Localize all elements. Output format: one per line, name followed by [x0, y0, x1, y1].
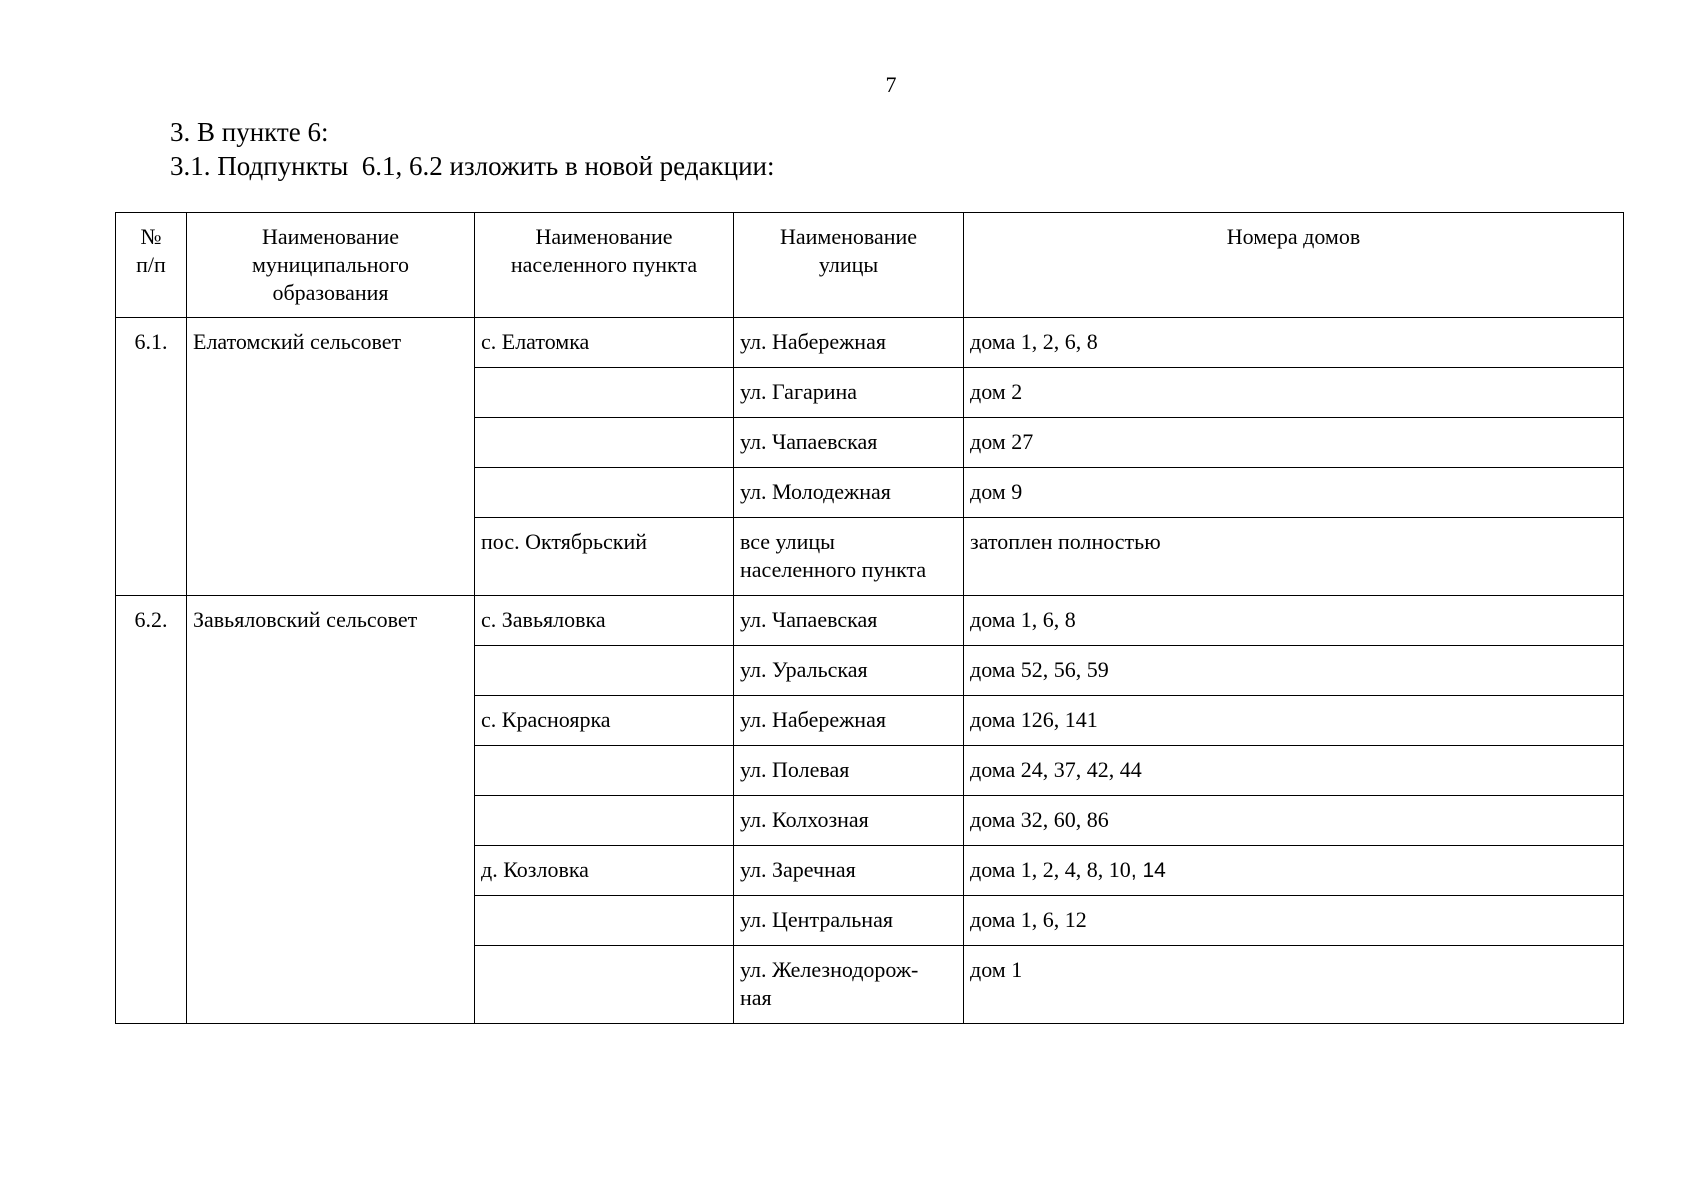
cell-houses	[964, 518, 1624, 596]
page-number: 7	[885, 72, 897, 97]
cell-houses	[964, 946, 1624, 1024]
cell-street: ул. Набережная	[734, 696, 964, 746]
cell-settlement	[475, 368, 734, 418]
cell-houses	[964, 368, 1624, 418]
intro-line-2: 3.1. Подпункты 6.1, 6.2 изложить в новой редакции:	[170, 151, 775, 181]
intro-line-1: 3. В пункте 6:	[170, 117, 329, 147]
cell-num: 6.1.	[116, 318, 187, 596]
cell-street: ул. Центральная	[734, 896, 964, 946]
cell-settlement	[475, 746, 734, 796]
cell-houses	[964, 846, 1624, 896]
cell-houses	[964, 796, 1624, 846]
cell-settlement	[475, 946, 734, 1024]
cell-street: ул. Молодежная	[734, 468, 964, 518]
cell-street: ул. Чапаевская	[734, 596, 964, 646]
cell-settlement	[475, 646, 734, 696]
header-houses: Номера домов	[964, 213, 1624, 318]
houses-text: затоплен полностью	[970, 529, 1161, 554]
houses-text: дома 1, 6, 8	[970, 607, 1076, 632]
houses-text: дома 24, 37, 42, 44	[970, 757, 1142, 782]
cell-street: ул. Железнодорож- ная	[734, 946, 964, 1024]
cell-street: ул. Заречная	[734, 846, 964, 896]
cell-street: ул. Гагарина	[734, 368, 964, 418]
cell-municipality: Завьяловский сельсовет	[187, 596, 475, 1024]
intro-text	[170, 115, 774, 183]
cell-street: все улицы населенного пункта	[734, 518, 964, 596]
houses-text: дом 1	[970, 957, 1023, 982]
cell-street: ул. Полевая	[734, 746, 964, 796]
table-row	[116, 318, 1624, 368]
table-row	[116, 596, 1624, 646]
houses-text: дом 27	[970, 429, 1034, 454]
cell-municipality: Елатомский сельсовет	[187, 318, 475, 596]
header-street: Наименование улицы	[734, 213, 964, 318]
cell-houses	[964, 646, 1624, 696]
cell-settlement	[475, 418, 734, 468]
cell-houses	[964, 468, 1624, 518]
houses-text: дома 1, 2, 4, 8, 10	[970, 857, 1131, 882]
streets-table	[115, 212, 1624, 1024]
header-municipality: Наименование муниципального образования	[187, 213, 475, 318]
cell-settlement	[475, 796, 734, 846]
houses-text: дом 2	[970, 379, 1023, 404]
table-header-row	[116, 213, 1624, 318]
cell-street: ул. Чапаевская	[734, 418, 964, 468]
cell-settlement	[475, 896, 734, 946]
cell-houses	[964, 596, 1624, 646]
cell-settlement: д. Козловка	[475, 846, 734, 896]
houses-text: дома 126, 141	[970, 707, 1098, 732]
houses-text: дома 1, 6, 12	[970, 907, 1087, 932]
houses-text: дома 1, 2, 6, 8	[970, 329, 1098, 354]
cell-settlement: с. Красноярка	[475, 696, 734, 746]
cell-settlement	[475, 468, 734, 518]
cell-houses	[964, 318, 1624, 368]
cell-settlement: пос. Октябрьский	[475, 518, 734, 596]
cell-settlement: с. Завьяловка	[475, 596, 734, 646]
header-num: № п/п	[116, 213, 187, 318]
cell-street: ул. Набережная	[734, 318, 964, 368]
header-settlement: Наименование населенного пункта	[475, 213, 734, 318]
houses-text: дом 9	[970, 479, 1023, 504]
cell-houses	[964, 896, 1624, 946]
houses-text-tail: , 14	[1130, 859, 1166, 882]
cell-num: 6.2.	[116, 596, 187, 1024]
houses-text: дома 32, 60, 86	[970, 807, 1109, 832]
cell-houses	[964, 418, 1624, 468]
cell-street: ул. Уральская	[734, 646, 964, 696]
cell-settlement: с. Елатомка	[475, 318, 734, 368]
houses-text: дома 52, 56, 59	[970, 657, 1109, 682]
cell-street: ул. Колхозная	[734, 796, 964, 846]
cell-houses	[964, 746, 1624, 796]
cell-houses	[964, 696, 1624, 746]
